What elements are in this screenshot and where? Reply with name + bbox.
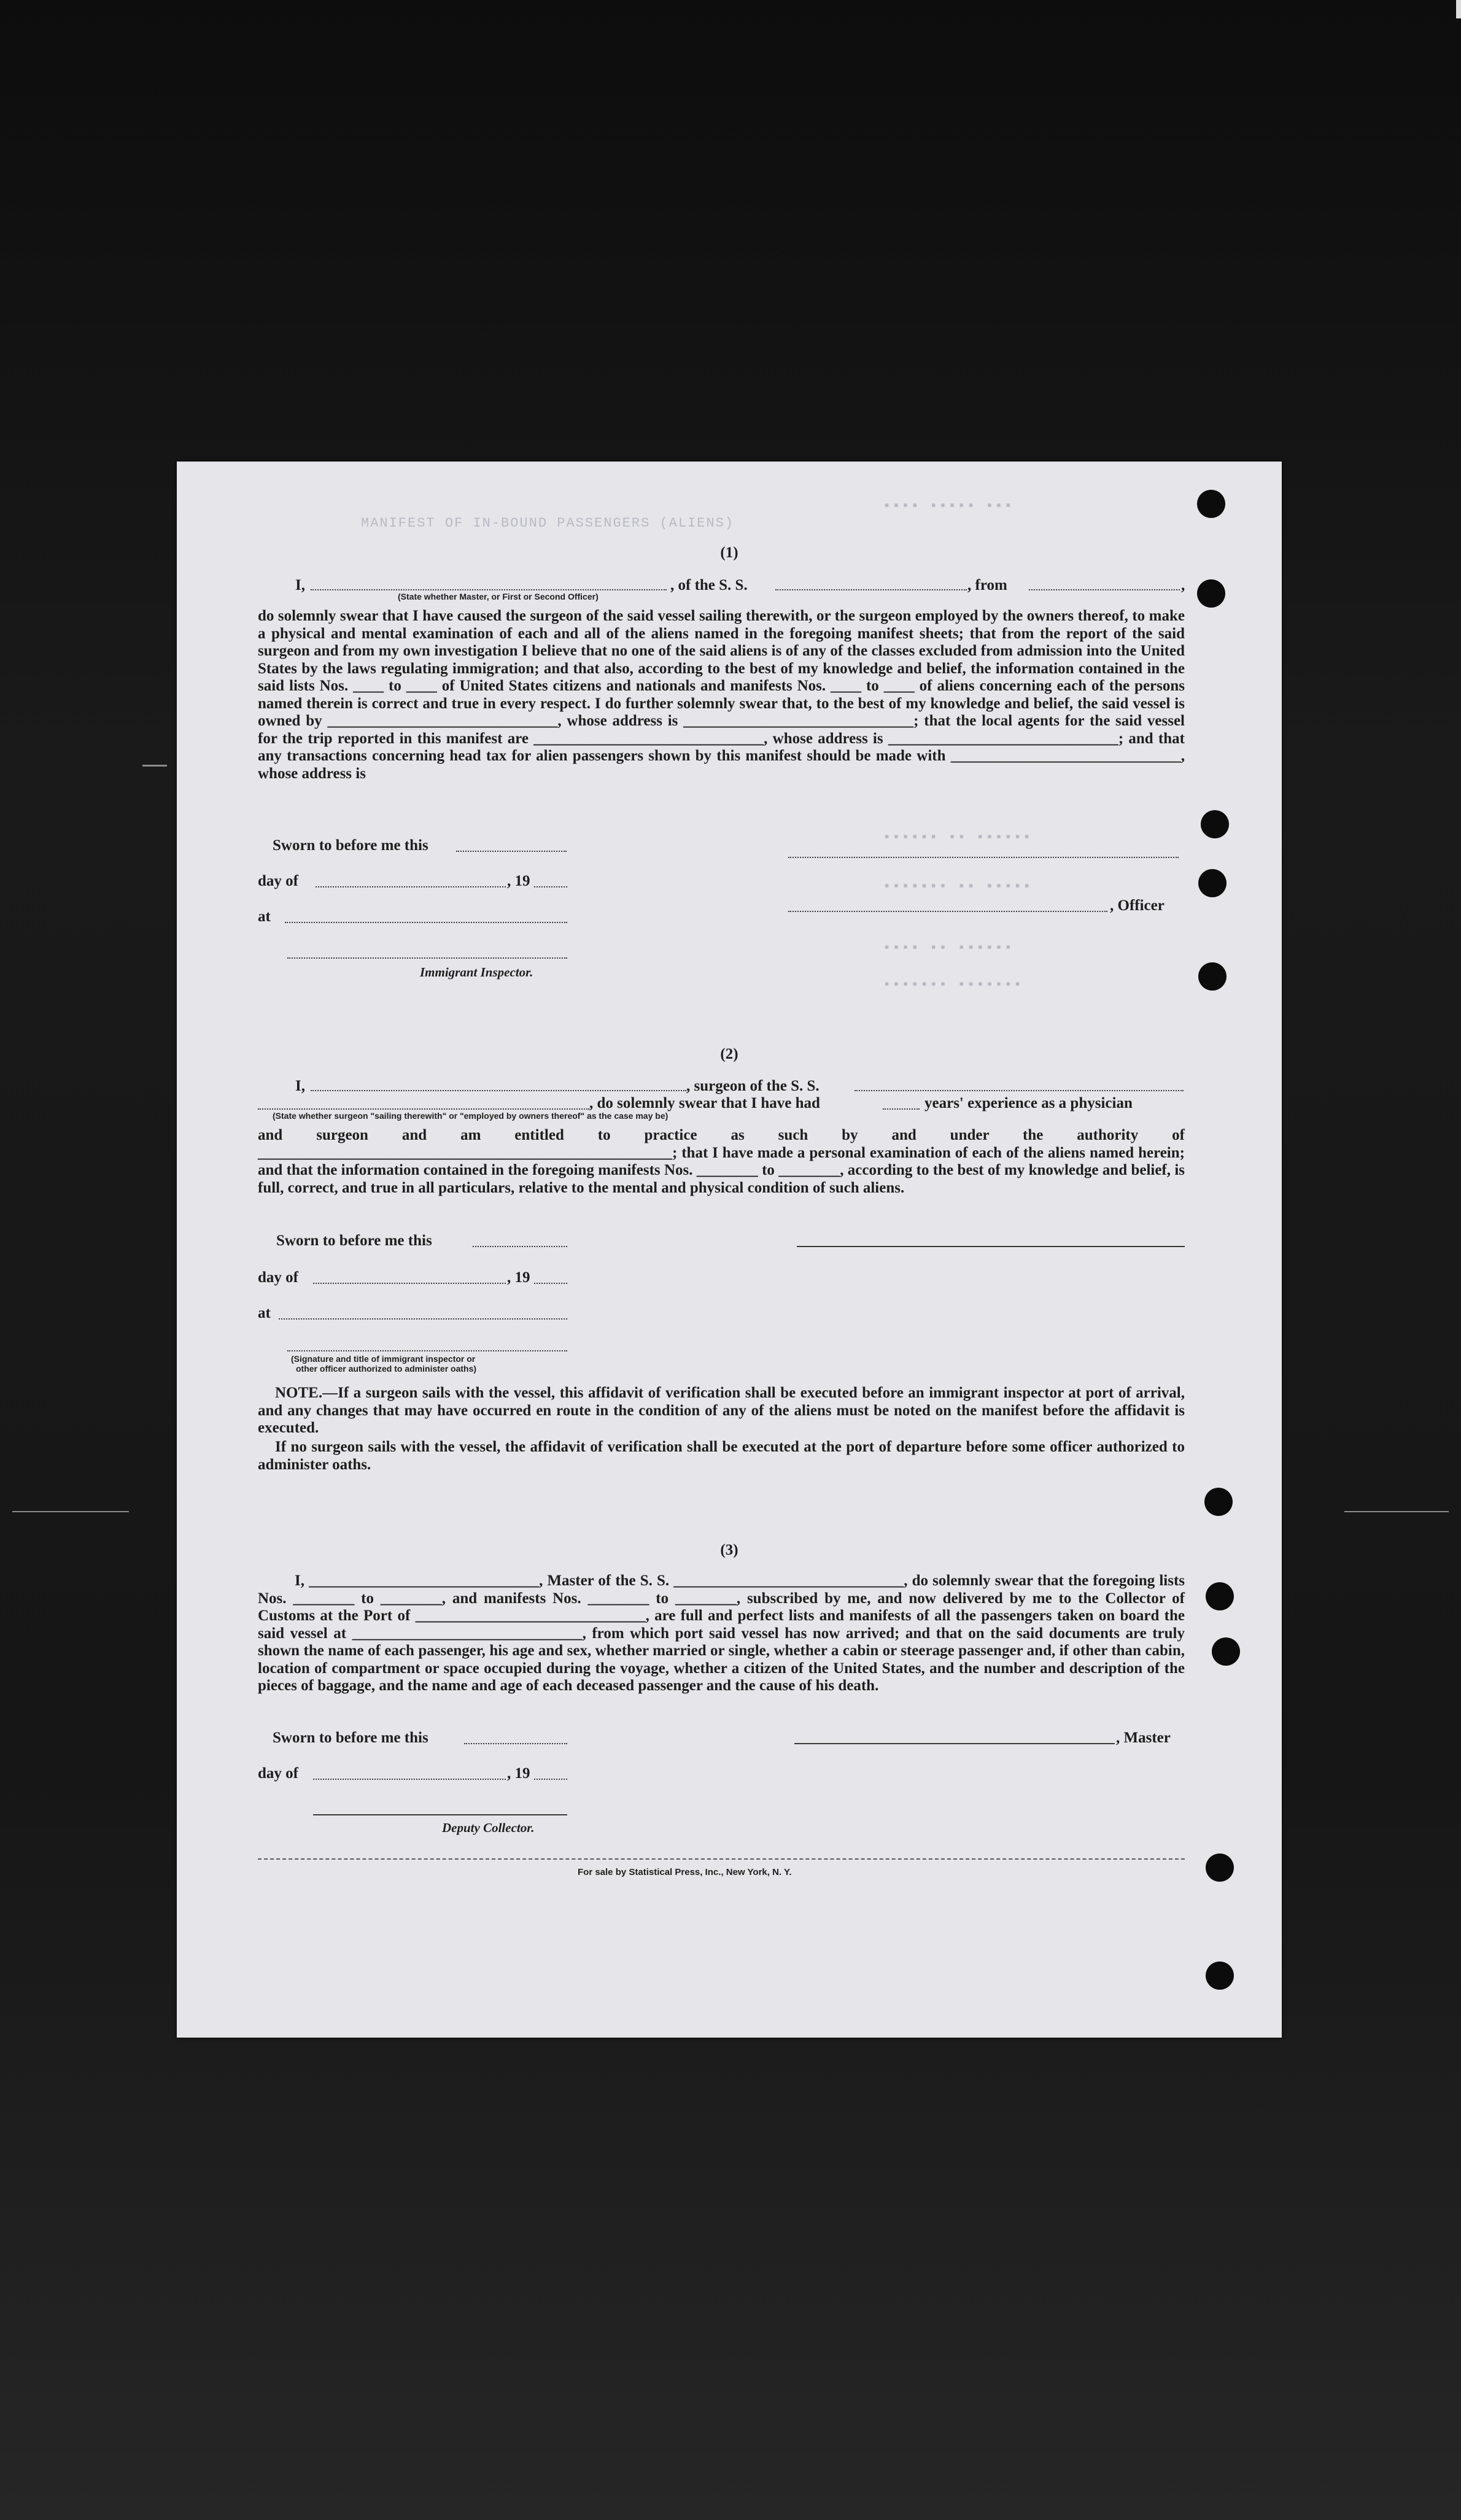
binder-hole <box>1206 1853 1234 1882</box>
affidavit1-year: , 19 <box>507 873 530 889</box>
affidavit1-day-of: day of <box>258 873 298 889</box>
binder-hole <box>1204 1488 1233 1516</box>
affidavit1-sworn: Sworn to before me this <box>273 837 428 854</box>
binder-hole <box>1206 1962 1234 1990</box>
affidavit2-years: years' experience as a physician <box>924 1095 1133 1111</box>
binder-hole <box>1212 1637 1240 1666</box>
scan-edge-mark <box>1456 0 1461 18</box>
immigrant-inspector-label: Immigrant Inspector. <box>420 965 533 980</box>
scan-mark-left-1 <box>142 765 167 767</box>
blank-vessel-name <box>775 589 967 590</box>
blank-year <box>534 886 567 887</box>
affidavit1-officer: , Officer <box>1110 897 1165 914</box>
blank-year-3 <box>534 1779 567 1780</box>
caption-master-title: (State whether Master, or First or Second Officer) <box>398 592 599 601</box>
affidavit2-year: , 19 <box>507 1269 530 1286</box>
blank-master-signature <box>794 1743 1115 1744</box>
blank-master-title <box>311 589 667 590</box>
blank-surgeon-signature <box>797 1246 1185 1247</box>
blank-inspector-signature <box>287 957 567 959</box>
section-number-3: (3) <box>720 1542 738 1558</box>
bleed-through-text: ▪▪▪▪▪▪ ▪▪ ▪▪▪▪▪▪ <box>883 830 1033 845</box>
affidavit1-of-ss: , of the S. S. <box>670 577 748 593</box>
affidavit3-year: , 19 <box>507 1765 530 1782</box>
affidavit2-note: NOTE.—If a surgeon sails with the vessel, this affidavit of verification shall be executed before an immigrant inspector at port of arrival, and any changes that may have occurred en route in the condition of any of the aliens must be noted on the manifest before the affidavit is executed. <box>258 1385 1185 1436</box>
binder-hole <box>1197 490 1225 518</box>
affidavit3-day-of: day of <box>258 1765 298 1782</box>
binder-hole <box>1198 869 1227 897</box>
blank-sworn-date <box>456 851 567 852</box>
footer-rule <box>258 1858 1185 1860</box>
blank-port-from <box>1029 589 1180 590</box>
signature-caption-line1: (Signature and title of immigrant inspector or <box>291 1354 476 1364</box>
blank-month-3 <box>313 1779 506 1780</box>
blank-month-2 <box>313 1283 506 1284</box>
binder-hole <box>1206 1582 1234 1610</box>
printer-footer: For sale by Statistical Press, Inc., New York, N. Y. <box>578 1867 792 1877</box>
blank-surgeon-status <box>258 1108 589 1110</box>
binder-hole <box>1197 579 1225 608</box>
signature-caption-line2: other officer authorized to administer oaths) <box>296 1364 477 1374</box>
affidavit2-I: I, <box>295 1078 305 1094</box>
affidavit3-body: I, ______________________________, Master of the S. S. ______________________________, do solemnly swear that the foregoing lists Nos. ________ to ________, and manifests Nos. ________ to ________, subscribed by me, and now delivered by me to the Collector of Customs at the Port of ______________________________, are full and perfect lists and manifests of all the passengers taken on board the said vessel at ______________________________, from which port said vessel has now arrived; and that on the said documents are truly shown the name of each passenger, his age and sex, whether married or single, whether a cabin or steerage passenger and, if other than cabin, location of compartment or space occupied during the voyage, whether a citizen of the United States, and the number and description of the pieces of baggage, and the name and age of each deceased passenger and the cause of his death. <box>258 1572 1185 1694</box>
affidavit3-sworn: Sworn to before me this <box>273 1730 428 1746</box>
affidavit1-at: at <box>258 908 271 925</box>
bleed-through-text: ▪▪▪▪▪▪▪ ▪▪ ▪▪▪▪▪ <box>883 879 1033 894</box>
scan-mark-left-2 <box>12 1511 129 1512</box>
deputy-collector-label: Deputy Collector. <box>442 1820 535 1835</box>
affidavit2-day-of: day of <box>258 1269 298 1286</box>
affidavit2-sworn: Sworn to before me this <box>276 1232 432 1249</box>
affidavit1-comma: , <box>1181 577 1185 593</box>
bleed-through-text: ▪▪▪▪ ▪▪ ▪▪▪▪▪▪ <box>883 940 1013 956</box>
blank-sworn-date-2 <box>473 1246 567 1247</box>
blank-years <box>883 1108 920 1110</box>
affidavit2-surgeon-of-ss: , surgeon of the S. S. <box>686 1078 820 1094</box>
blank-inspector-signature-2 <box>287 1350 567 1351</box>
blank-place <box>285 922 567 923</box>
section-number-2: (2) <box>720 1046 738 1062</box>
affidavit1-from: , from <box>967 577 1007 593</box>
scan-mark-right-1 <box>1344 1511 1449 1512</box>
affidavit1-I: I, <box>295 577 305 593</box>
affidavit2-body: and surgeon and am entitled to practice as such by and under the authority of ______________________________________________________; that I have made a personal examination of each of the aliens named herein; and that the information contained in the foregoing manifests Nos. ________ to ________, according to the best of my knowledge and belief, is full, correct, and true in all particulars, relative to the mental and physical condition of such aliens. <box>258 1127 1185 1196</box>
binder-hole <box>1201 810 1229 838</box>
blank-signature-1 <box>788 857 1179 858</box>
caption-surgeon-status: (State whether surgeon "sailing therewith" or "employed by owners thereof" as the case may be) <box>273 1111 668 1121</box>
affidavit2-note-2: If no surgeon sails with the vessel, the affidavit of verification shall be executed at the port of departure before some officer authorized to administer oaths. <box>258 1439 1185 1473</box>
blank-place-2 <box>279 1318 567 1320</box>
bleed-through-text: ▪▪▪▪ ▪▪▪▪▪ ▪▪▪ <box>883 498 1013 514</box>
manifest-page <box>177 462 1282 2038</box>
blank-year-2 <box>534 1283 567 1284</box>
blank-surgeon-name <box>311 1090 686 1091</box>
binder-hole <box>1198 962 1227 991</box>
section-number-1: (1) <box>720 544 738 561</box>
blank-collector-signature <box>313 1814 567 1815</box>
affidavit1-body: do solemnly swear that I have caused the surgeon of the said vessel sailing therewith, or the surgeon employed by the owners thereof, to make a physical and mental examination of each and all of the aliens named in the foregoing manifest sheets; that from the report of the said surgeon and from my own investigation I believe that no one of the said aliens is of any of the classes excluded from admission into the United States by the laws regulating immigration; and that also, according to the best of my knowledge and belief, the information contained in the said lists Nos. ____ to ____ of United States citizens and nationals and manifests Nos. ____ to ____ of aliens concerning each of the persons named therein is correct and true in every respect. I do further solemnly swear that, to the best of my knowledge and belief, the said vessel is owned by ______________________________, whose address is ______________________________; that the local agents for the said vessel for the trip reported in this manifest are ______________________________, whose address is ______________________________; and that any transactions concerning head tax for alien passengers shown by this manifest should be made with ______________________________, whose address is <box>258 608 1185 782</box>
affidavit2-swear: , do solemnly swear that I have had <box>589 1095 820 1111</box>
bleed-through-text: MANIFEST OF IN-BOUND PASSENGERS (ALIENS) <box>361 516 735 531</box>
blank-officer-signature <box>788 911 1107 912</box>
affidavit3-master: , Master <box>1116 1730 1171 1746</box>
blank-vessel-name-2 <box>855 1090 1184 1091</box>
blank-sworn-date-3 <box>464 1743 567 1744</box>
affidavit2-at: at <box>258 1305 271 1321</box>
blank-month <box>316 886 506 887</box>
bleed-through-text: ▪▪▪▪▪▪▪ ▪▪▪▪▪▪▪ <box>883 977 1023 992</box>
